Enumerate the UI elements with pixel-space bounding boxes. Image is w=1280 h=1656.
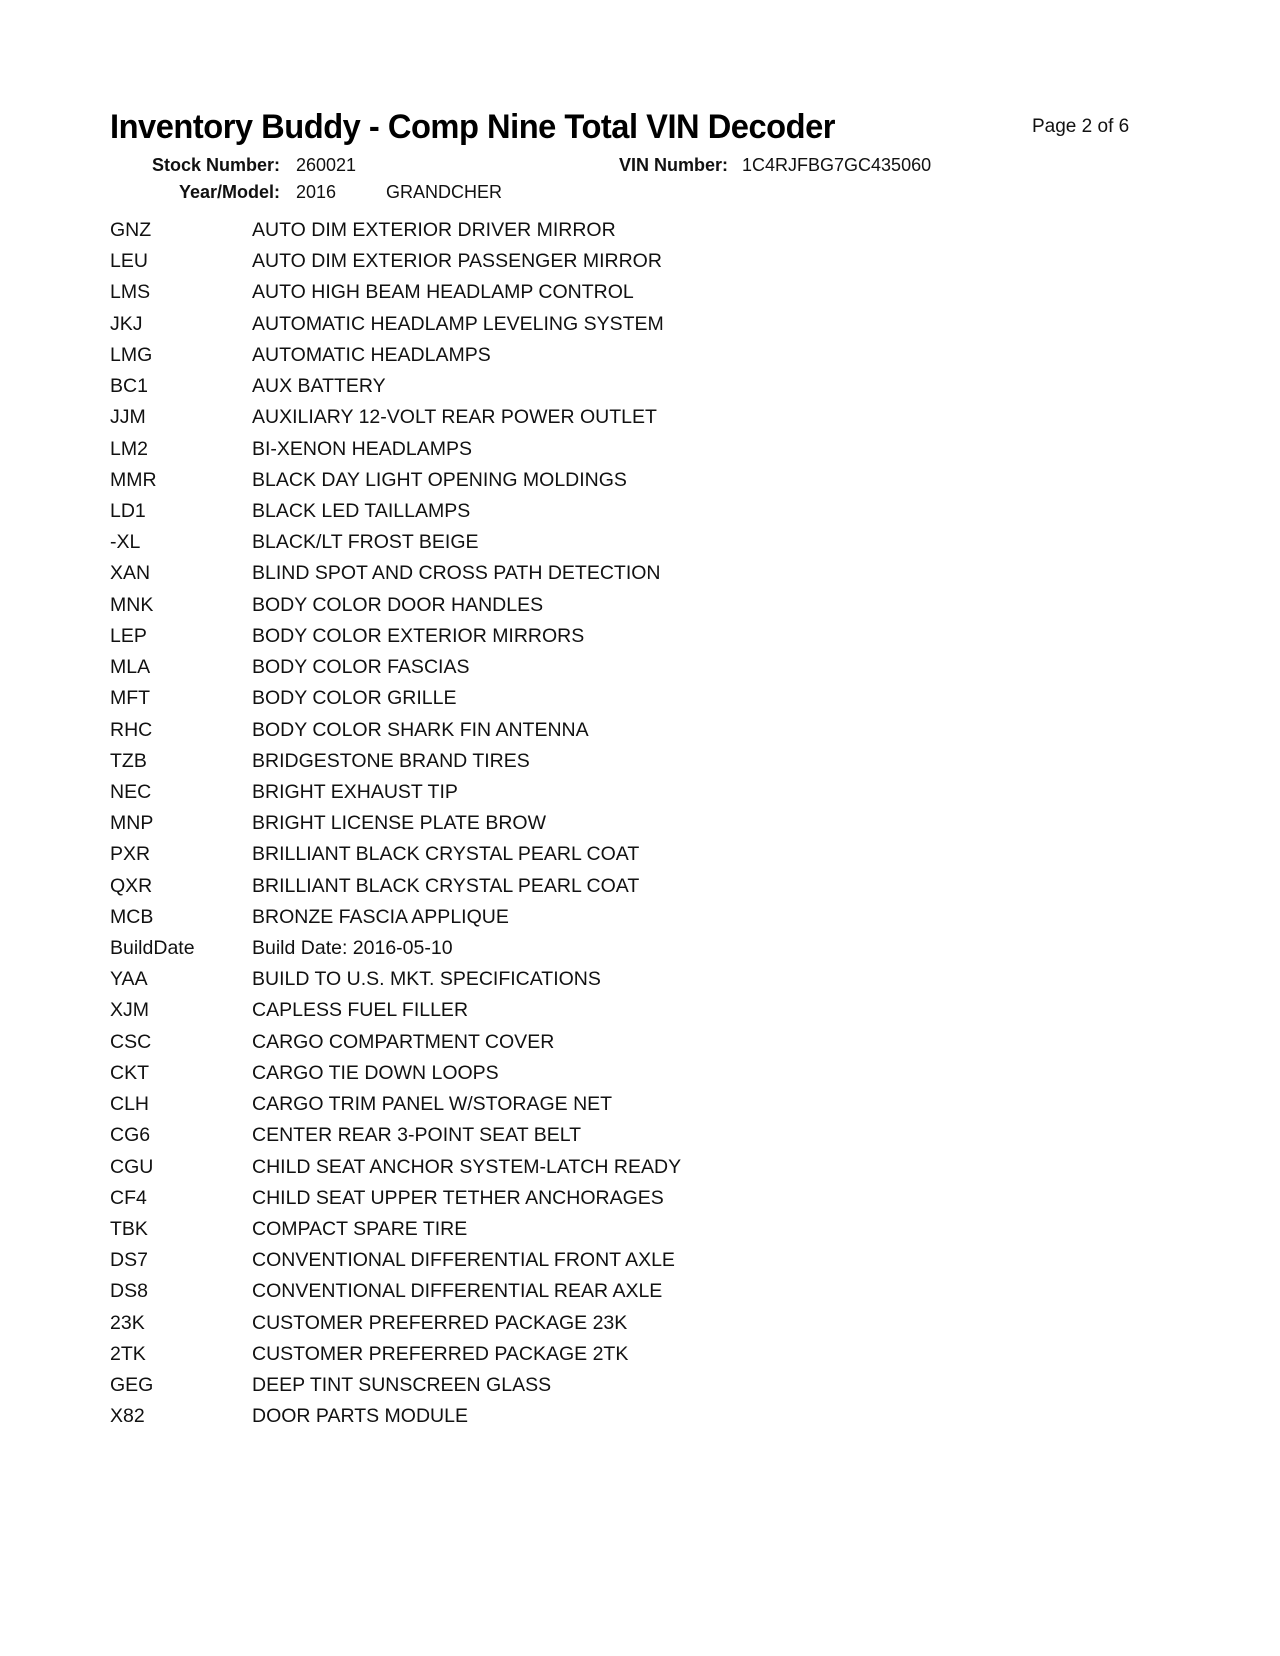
option-row [110,313,810,344]
option-description: AUTO DIM EXTERIOR DRIVER MIRROR [252,219,616,241]
option-row [110,1312,810,1343]
option-code: GNZ [110,219,152,241]
option-description: CENTER REAR 3-POINT SEAT BELT [252,1124,582,1147]
option-code: QXR [110,874,153,897]
option-row [110,250,810,281]
option-description: CARGO TRIM PANEL W/STORAGE NET [252,1093,613,1116]
option-description: BUILD TO U.S. MKT. SPECIFICATIONS [252,968,601,991]
option-code: TBK [110,1218,148,1240]
option-code: BuildDate [110,937,195,960]
option-description: CHILD SEAT UPPER TETHER ANCHORAGES [252,1186,664,1209]
option-description: BI-XENON HEADLAMPS [252,437,472,460]
year-value: 2016 [296,182,337,202]
option-row [110,812,810,843]
option-code: XJM [110,999,149,1022]
option-description: AUX BATTERY [252,375,386,398]
option-code: BC1 [110,375,148,398]
option-description: AUXILIARY 12-VOLT REAR POWER OUTLET [252,406,657,429]
option-description: AUTO DIM EXTERIOR PASSENGER MIRROR [252,250,662,273]
option-row [110,750,810,781]
option-description: AUTO HIGH BEAM HEADLAMP CONTROL [252,281,634,304]
option-row [110,875,810,906]
stock-number-value: 260021 [296,155,357,175]
option-row [110,531,810,562]
option-description: BLACK/LT FROST BEIGE [252,531,479,554]
option-description: BRIGHT LICENSE PLATE BROW [252,812,547,835]
option-code: XAN [110,562,151,585]
option-description: CARGO COMPARTMENT COVER [252,1030,555,1053]
model-value: GRANDCHER [386,182,503,202]
option-code: LM2 [110,437,148,460]
option-code: DS7 [110,1249,148,1272]
option-row [110,1343,810,1374]
option-code: LD1 [110,499,146,522]
option-code: CSC [110,1030,152,1053]
option-description: BODY COLOR GRILLE [252,687,457,710]
option-code: LMG [110,343,153,366]
option-row [110,344,810,375]
option-code: CF4 [110,1186,147,1209]
option-row [110,1405,810,1436]
option-row [110,937,810,968]
option-row [110,1280,810,1311]
option-row [110,1218,810,1249]
option-code: JJM [110,406,146,429]
option-description: DEEP TINT SUNSCREEN GLASS [252,1374,552,1397]
option-description: BLIND SPOT AND CROSS PATH DETECTION [252,562,661,585]
option-code: LMS [110,281,151,304]
option-description: CUSTOMER PREFERRED PACKAGE 2TK [252,1342,629,1365]
vin-number-value: 1C4RJFBG7GC435060 [742,155,932,175]
option-row [110,999,810,1030]
option-description: BODY COLOR SHARK FIN ANTENNA [252,718,589,741]
option-code: MCB [110,905,154,928]
option-code: MNP [110,812,154,835]
option-description: CUSTOMER PREFERRED PACKAGE 23K [252,1311,628,1334]
option-code: 2TK [110,1342,146,1365]
option-row [110,1093,810,1124]
option-code: CG6 [110,1124,151,1147]
option-code: LEP [110,624,147,647]
option-code: 23K [110,1311,145,1334]
vin-number-label: VIN Number: [618,155,728,175]
option-description: BRILLIANT BLACK CRYSTAL PEARL COAT [252,843,640,866]
option-row [110,500,810,531]
page-number: Page 2 of 6 [1032,116,1130,137]
option-row [110,719,810,750]
option-row [110,625,810,656]
option-description: DOOR PARTS MODULE [252,1405,468,1428]
option-code: MNK [110,593,154,616]
option-row [110,906,810,937]
option-code: MFT [110,687,151,710]
option-row [110,781,810,812]
report-title: Inventory Buddy - Comp Nine Total VIN Decoder [110,108,835,146]
option-description: BLACK DAY LIGHT OPENING MOLDINGS [252,468,627,491]
year-model-label: Year/Model: [178,182,280,202]
option-row [110,687,810,718]
option-description: CHILD SEAT ANCHOR SYSTEM-LATCH READY [252,1155,682,1178]
option-code: DS8 [110,1280,148,1303]
option-description: Build Date: 2016-05-10 [252,937,453,960]
option-row [110,1156,810,1187]
option-code: NEC [110,780,152,803]
option-row [110,1124,810,1155]
option-description: CARGO TIE DOWN LOOPS [252,1061,499,1084]
option-code: X82 [110,1405,145,1428]
option-description: BODY COLOR EXTERIOR MIRRORS [252,624,585,647]
option-row [110,281,810,312]
option-code: JKJ [110,312,143,335]
option-description: BRILLIANT BLACK CRYSTAL PEARL COAT [252,874,640,897]
option-row [110,1187,810,1218]
option-row [110,656,810,687]
option-row [110,469,810,500]
option-code: -XL [110,531,141,554]
option-row [110,375,810,406]
option-row [110,1249,810,1280]
option-description: CONVENTIONAL DIFFERENTIAL REAR AXLE [252,1280,663,1303]
option-row [110,594,810,625]
option-code: RHC [110,718,153,741]
option-code: PXR [110,843,151,866]
option-description: BRIDGESTONE BRAND TIRES [252,749,530,772]
option-row [110,843,810,874]
option-code: MLA [110,656,151,679]
option-row [110,219,810,250]
option-row [110,1031,810,1062]
option-description: BRIGHT EXHAUST TIP [252,780,458,803]
option-description: BLACK LED TAILLAMPS [252,499,471,522]
option-row [110,406,810,437]
option-code: CGU [110,1155,154,1178]
option-description: AUTOMATIC HEADLAMP LEVELING SYSTEM [252,312,664,335]
option-code: MMR [110,468,157,491]
option-description: CONVENTIONAL DIFFERENTIAL FRONT AXLE [252,1249,675,1272]
option-description: AUTOMATIC HEADLAMPS [252,343,491,366]
stock-number-label: Stock Number: [151,155,280,175]
option-row [110,968,810,999]
option-row [110,438,810,469]
option-row [110,562,810,593]
option-code-list [110,219,810,1437]
option-description: BRONZE FASCIA APPLIQUE [252,905,509,928]
option-code: CLH [110,1093,150,1116]
option-code: GEG [110,1374,154,1397]
option-code: CKT [110,1061,149,1084]
option-description: COMPACT SPARE TIRE [252,1218,468,1240]
option-description: CAPLESS FUEL FILLER [252,999,469,1022]
option-description: BODY COLOR DOOR HANDLES [252,593,544,616]
option-code: LEU [110,250,148,273]
option-description: BODY COLOR FASCIAS [252,656,470,679]
option-code: YAA [110,968,148,991]
option-code: TZB [110,749,147,772]
option-row [110,1374,810,1405]
option-row [110,1062,810,1093]
